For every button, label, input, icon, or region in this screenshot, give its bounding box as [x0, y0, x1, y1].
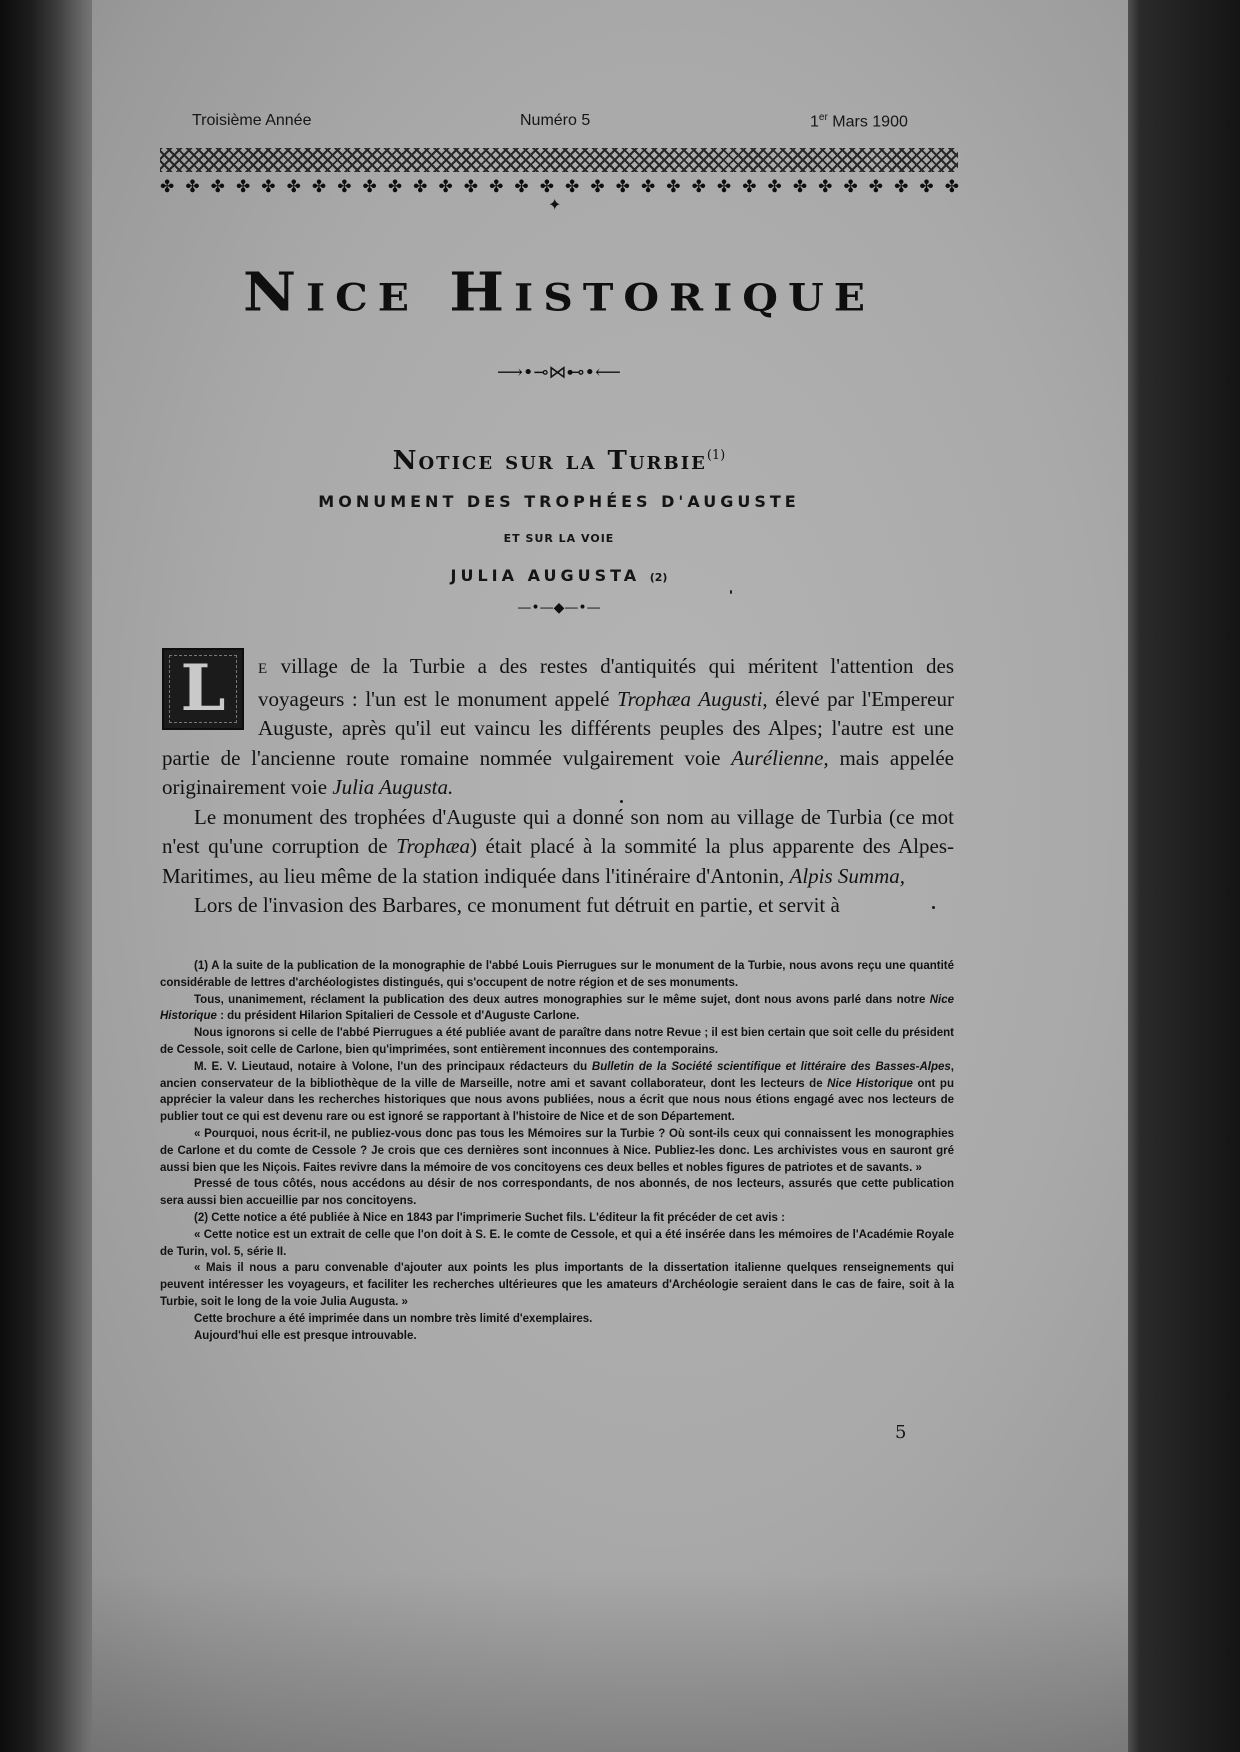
header-date-month: Mars 1900 [832, 113, 908, 131]
paragraph-1-text-a: village de la Turbie a des restes d'antiquités qui méritent l'attention des voyageurs : l'un est le monument appelé [258, 654, 954, 711]
header-issue: Numéro 5 [520, 112, 591, 129]
article-subtitle-3-text: JULIA AUGUSTA [450, 566, 641, 585]
footnote-2d: Cette brochure a été imprimée dans un nombre très limité d'exemplaires. [194, 1312, 593, 1325]
article-title-note: (1) [706, 448, 726, 463]
footnote-1d [160, 1059, 954, 1126]
footnote-2e: Aujourd'hui elle est presque introuvable. [194, 1329, 417, 1342]
paragraph-1-text-b: , élevé par l'Empereur Auguste, après qu'il eut vaincu les différents peuples des Alpes; l'autre est une partie de l'ancienne route romaine nommée vulgairement voie [162, 686, 954, 770]
paragraph-2-italic-1: Trophæa [396, 834, 470, 858]
footnote-1c: Nous ignorons si celle de l'abbé Pierrugues a été publiée avant de paraître dans notre Revue ; il est bien certain que soit celle du président de Cessole, soit celle de Carlone, bien qu'imprimées, sont entièrement inconnues des contemporains. [160, 1027, 954, 1056]
paragraph-3: Lors de l'invasion des Barbares, ce monument fut détruit en partie, et servit à [194, 893, 840, 917]
footnote-1b-text-b: : du président Hilarion Spitalieri de Cessole et d'Auguste Carlone. [216, 1010, 580, 1023]
footnote-1d-italic-1: Bulletin de la Société scientifique et littéraire des Basses-Alpes [591, 1060, 951, 1073]
article-subtitle-3-note: (2) [649, 571, 668, 584]
footnote-1d-text-c: ont pu apprécier la valeur dans les recherches historiques que nous avons publiées, nous a écrit que nous nous étions engagé avec nos lecteurs de publier tout ce qui est devenu rare ou est ignoré se rapportant à l'histoire de Nice et de son Département. [160, 1077, 954, 1124]
article-title-text: Notice sur la Turbie [392, 446, 707, 476]
paragraph-1-text-c: mais appelée originairement voie [162, 745, 955, 799]
paragraph-1-italic-2: Aurélienne, [731, 745, 829, 770]
article-body [162, 652, 954, 921]
footnote-2: (2) Cette notice a été publiée à Nice en 1843 par l'imprimerie Suchet fils. L'éditeur la fit précéder de cet avis : [194, 1211, 785, 1224]
footnote-1b [160, 992, 954, 1026]
paragraph-1-italic-1: Trophæa Augusti [617, 686, 763, 711]
footnote-1f: Pressé de tous côtés, nous accédons au désir de nos correspondants, de nos abonnés, de nos lecteurs, assurés que cette publication sera aussi bien accueillie par nos concitoyens. [160, 1178, 954, 1208]
footnote-1d-italic-2: Nice Historique [827, 1077, 913, 1090]
dropcap-text: L [180, 651, 226, 726]
decorative-fleuron-row: ✤ ✤ ✤ ✤ ✤ ✤ ✤ ✤ ✤ ✤ ✤ ✤ ✤ ✤ ✤ ✤ ✤ ✤ ✤ ✤ ✤ ✤ ✤ ✤ ✤ ✤ ✤ ✤ ✤ ✤ ✤ ✤ [160, 177, 958, 197]
footnote-1b-italic: Nice Historique [160, 993, 954, 1023]
paragraph-2-text-b: ) était placé à la sommité la plus apparente des Alpes-Maritimes, au lieu même de la station indiquée dans l'itinéraire d'Antonin, [162, 834, 954, 888]
journal-title: Nice Historique [242, 260, 876, 324]
header-date-day: 1 [810, 113, 819, 131]
header-date [810, 112, 908, 131]
title-ornament-rule: ⟶•⊸⋈⊷•⟵ [497, 362, 621, 383]
paragraph-1 [162, 652, 954, 803]
article-subtitle-2: ET SUR LA VOIE [503, 532, 615, 545]
print-speck [932, 906, 935, 909]
footnote-1e: « Pourquoi, nous écrit-il, ne publiez-vous donc pas tous les Mémoires sur la Turbie ? Où sont-ils ceux qui connaissent les monographies de Carlone et du comte de Cessole ? Je crois que ces dernières sont inconnues à Nice. Publiez-les donc. Les archivistes vous en sauront gré aussi bien que les Niçois. Faites revivre dans la mémoire de vos concitoyens ces deux belles et nobles figures de patriotes et de savants. » [160, 1127, 954, 1174]
footnote-2c: « Mais il nous a paru convenable d'ajouter aux points les plus importants de la dissertation italienne quelques renseignements qui peuvent intéresser les voyageurs, et faciliter les recherches ultérieures que les amateurs d'Archéologie seraient dans le cas de faire, soit à la Turbie, soit le long de la voie Julia Augusta. » [160, 1262, 954, 1308]
article-title [160, 446, 958, 476]
article-subtitle-3 [160, 566, 958, 585]
print-speck [620, 800, 623, 803]
paragraph-2 [162, 803, 954, 892]
print-speck [730, 590, 732, 594]
footnotes [160, 958, 954, 1344]
header-year: Troisième Année [192, 112, 312, 129]
section-ornament-rule: —•—◆—•— [517, 600, 601, 616]
paragraph-1-lead: E [258, 661, 269, 677]
decorative-border-top [160, 148, 958, 172]
dropcap-ornament [169, 651, 237, 726]
footnote-1b-text-a: Tous, unanimement, réclament la publication des deux autres monographies sur le même sujet, dont nous avons parlé dans notre [194, 993, 930, 1006]
article-subtitle-1: MONUMENT DES TROPHÉES D'AUGUSTE [318, 492, 800, 511]
footnote-1: (1) A la suite de la publication de la monographie de l'abbé Louis Pierrugues sur le monument de la Turbie, nous avons reçu une quantité considérable de lettres d'archéologistes distingués, qui s'occupent de notre région et de ses monuments. [160, 960, 954, 989]
footnote-1d-text-a: M. E. V. Lieutaud, notaire à Volone, l'un des principaux rédacteurs du [194, 1060, 592, 1073]
decorative-drop: ✦ [548, 195, 562, 214]
footnote-1d-text-b: , ancien conservateur de la bibliothèque de la ville de Marseille, notre ami et savant collaborateur, dont les lecteurs de [160, 1060, 954, 1090]
paragraph-2-text-a: Le monument des trophées d'Auguste qui a donné son nom au village de Turbia (ce mot n'est qu'une corruption de [162, 804, 954, 858]
footnote-2b: « Cette notice est un extrait de celle que l'on doit à S. E. le comte de Cessole, et qui a été insérée dans les mémoires de l'Académie Royale de Turin, vol. 5, série II. [160, 1228, 954, 1258]
header-date-sup: er [818, 112, 828, 123]
paragraph-2-italic-2: Alpis Summa, [789, 863, 905, 888]
paragraph-1-italic-3: Julia Augusta. [332, 775, 454, 799]
dropcap-letter [162, 648, 244, 730]
page-number: 5 [895, 1422, 907, 1443]
